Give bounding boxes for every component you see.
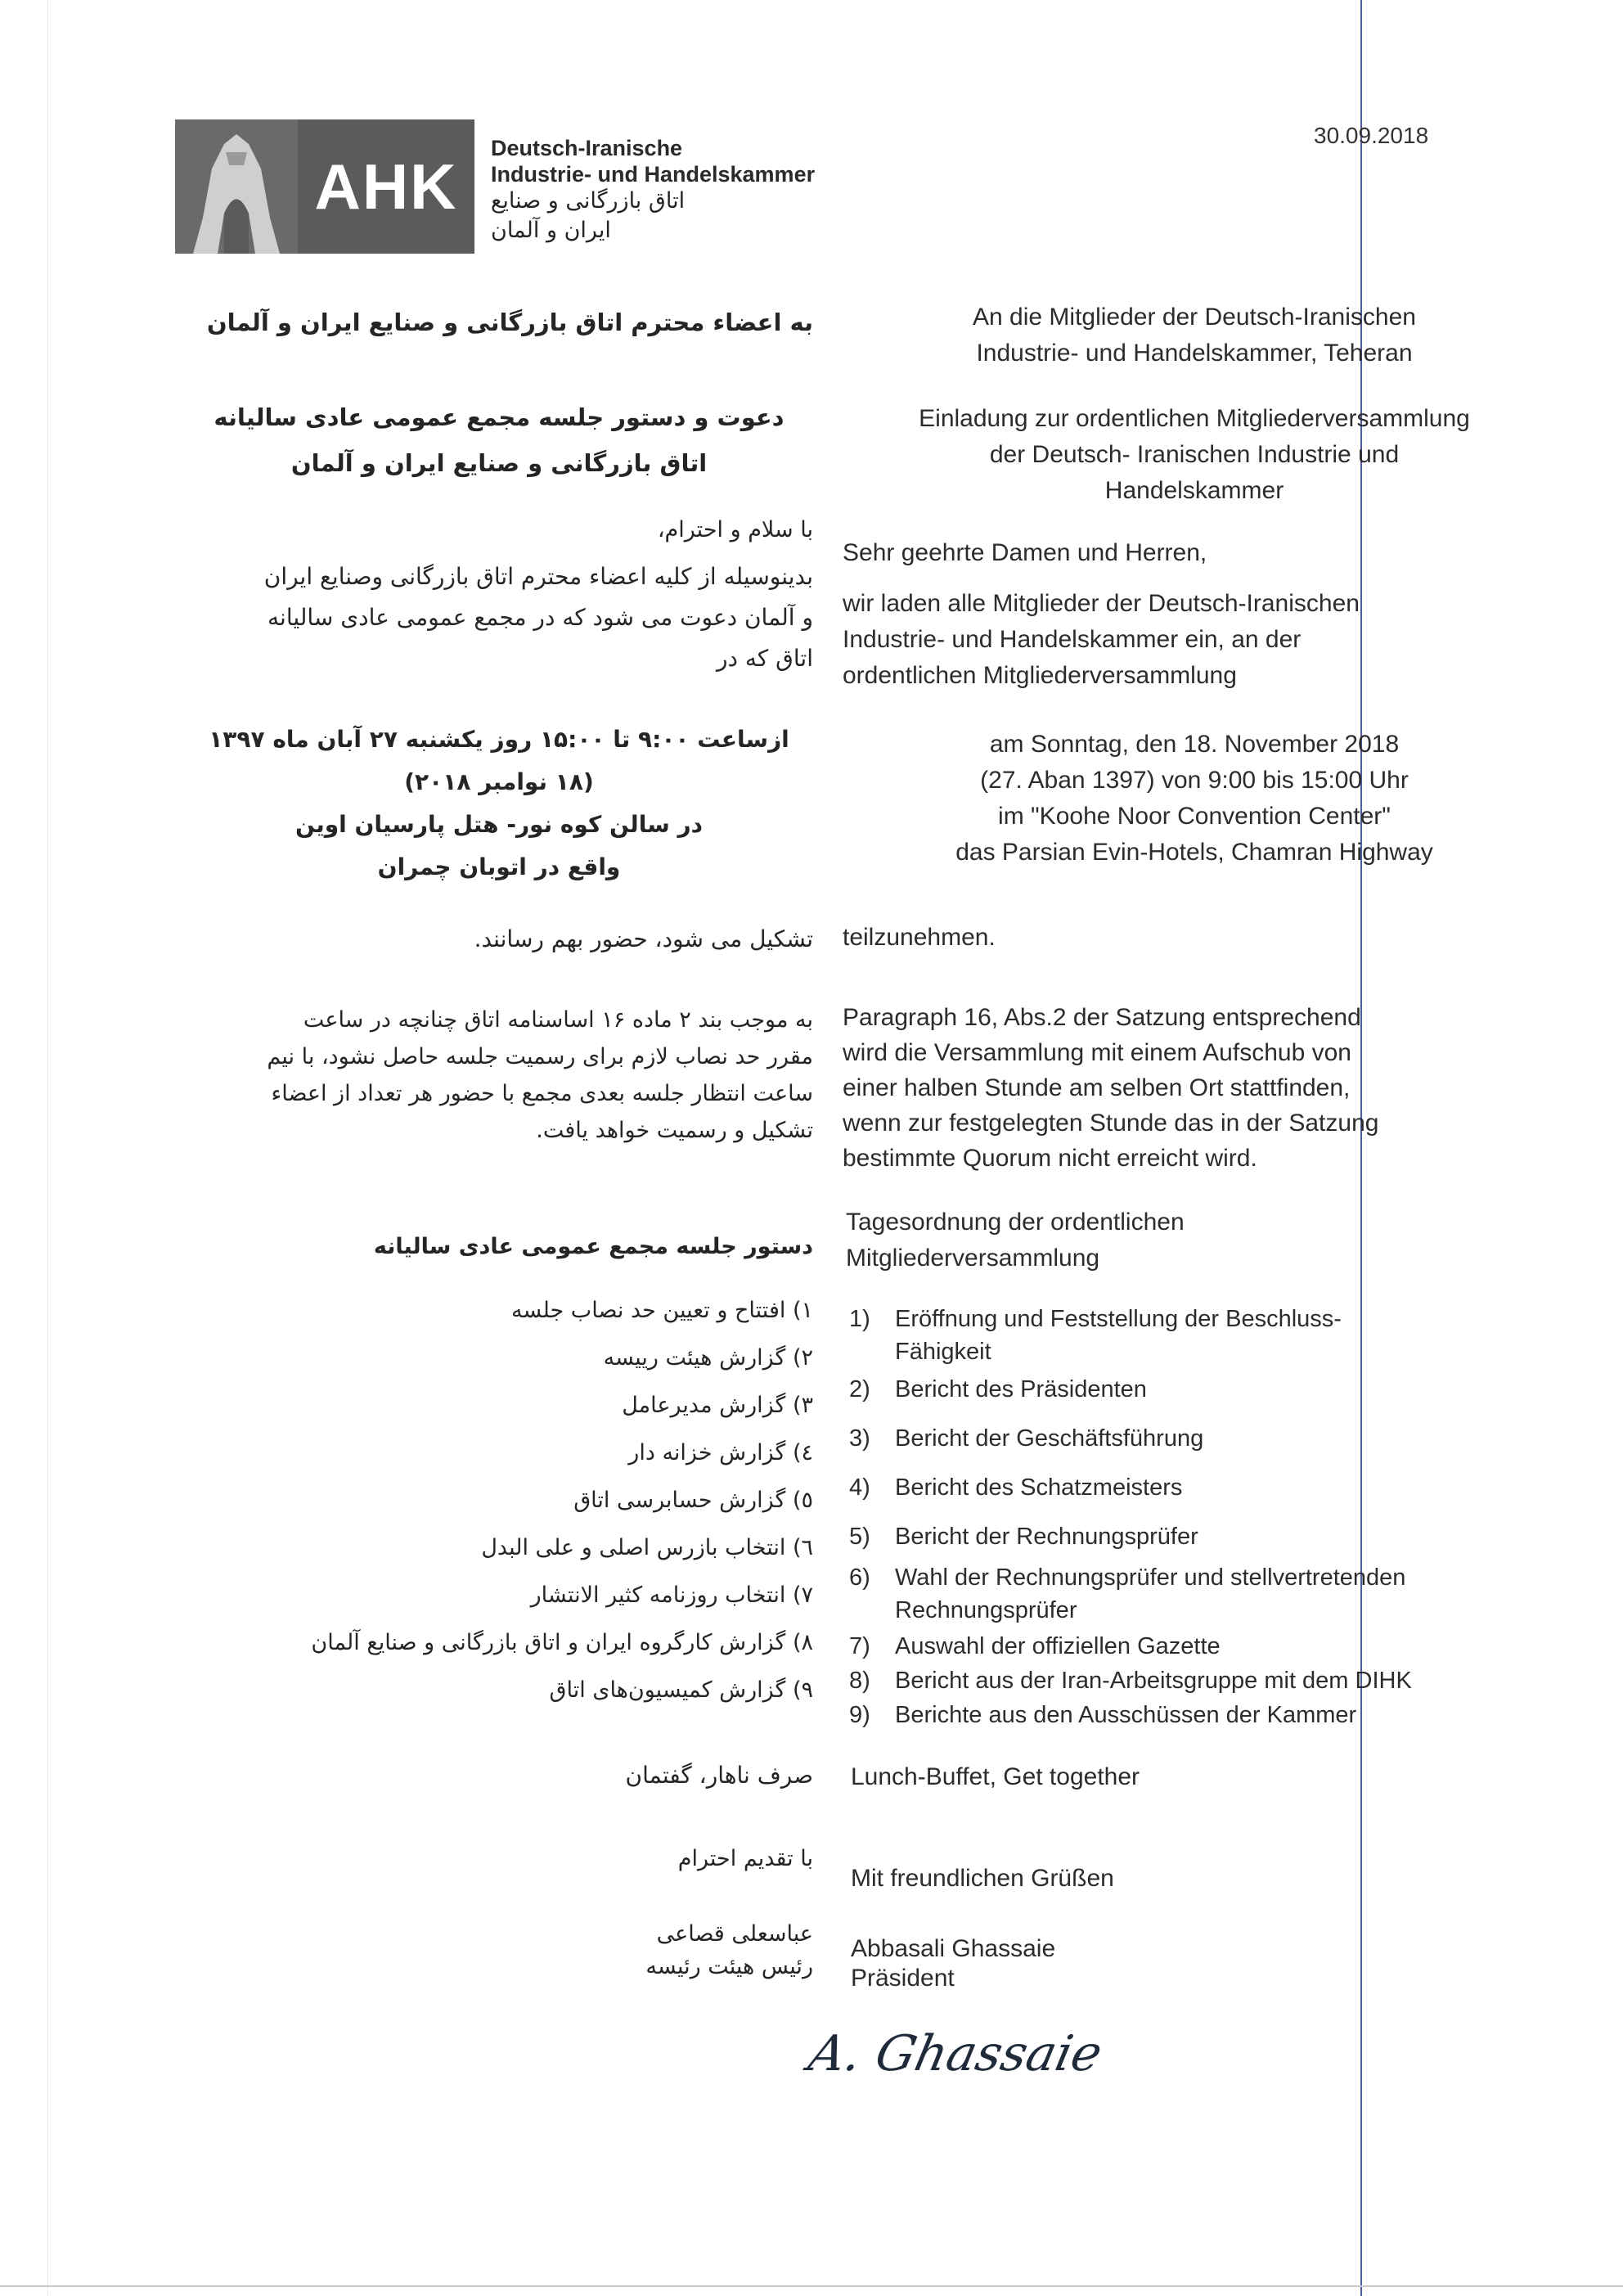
chamber-name-fa-line1: اتاق بازرگانی و صنایع <box>491 188 686 214</box>
agenda-item-text: Eröffnung und Feststellung der Beschluss- <box>895 1306 1342 1332</box>
agenda-item-fa: ۲) گزارش هیئت رییسه <box>603 1345 813 1371</box>
signatory-fa <box>191 1918 813 1983</box>
agenda-item-text: Bericht aus der Iran-Arbeitsgruppe mit dem DIHK <box>895 1668 1412 1694</box>
chamber-name-de <box>491 135 815 187</box>
meeting-de-line1: am Sonntag, den 18. November 2018 <box>989 731 1400 758</box>
greeting-fa-line2: و آلمان دعوت می شود که در مجمع عمومی عادی سالیانه <box>268 604 813 631</box>
quorum-de-line1: Paragraph 16, Abs.2 der Satzung entsprechend <box>843 1004 1361 1031</box>
quorum-fa <box>191 1002 813 1149</box>
agenda-title-de-line2: Mitgliederversammlung <box>846 1245 1100 1272</box>
agenda-title-de-line1: Tagesordnung der ordentlichen <box>846 1209 1185 1236</box>
title-de <box>834 401 1554 509</box>
greeting-de-line3: ordentlichen Mitgliederversammlung <box>843 662 1237 689</box>
meeting-de-line3: im "Koohe Noor Convention Center" <box>998 803 1391 830</box>
addressee-de-line1: An die Mitglieder der Deutsch-Iranischen <box>973 304 1416 331</box>
agenda-item-text: Bericht der Rechnungsprüfer <box>895 1524 1198 1550</box>
quorum-fa-line4: تشکیل و رسمیت خواهد یافت. <box>536 1118 813 1143</box>
addressee-fa: به اعضاء محترم اتاق بازرگانی و صنایع ایران و آلمان <box>206 308 813 336</box>
agenda-list-de <box>849 1303 1585 1745</box>
title-de-line1: Einladung zur ordentlichen Mitgliederversammlung <box>919 405 1470 432</box>
quorum-de-line5: bestimmte Quorum nicht erreicht wird. <box>843 1145 1257 1172</box>
title-fa <box>188 394 810 486</box>
signatory-role-de: Präsident <box>851 1965 955 1992</box>
agenda-item-fa: ۹) گزارش کمیسیون‌های اتاق <box>549 1677 813 1703</box>
agenda-item-fa: ٦) انتخاب بازرس اصلی و علی البدل <box>481 1535 813 1560</box>
agenda-item-number: 1) <box>849 1306 870 1332</box>
title-de-line2: der Deutsch- Iranischen Industrie und <box>989 441 1400 468</box>
quorum-fa-line2: مقرر حد نصاب لازم برای رسمیت جلسه حاصل نشود، با نیم <box>267 1044 813 1069</box>
chamber-name-fa-line2: ایران و آلمان <box>491 218 611 243</box>
greeting-fa-body <box>191 556 813 679</box>
meeting-de <box>843 727 1546 871</box>
title-fa-line2: اتاق بازرگانی و صنایع ایران و آلمان <box>290 449 708 477</box>
signatory-name-fa: عباسعلی قصاعی <box>656 1921 813 1947</box>
signatory-name-de: Abbasali Ghassaie <box>851 1935 1056 1962</box>
azadi-tower-photo-icon <box>175 119 298 254</box>
greeting-fa-salutation: با سلام و احترام، <box>657 517 813 542</box>
chamber-name-fa <box>491 187 720 245</box>
signatory-role-fa: رئیس هیئت رئیسه <box>645 1954 813 1979</box>
scan-line-bottom <box>0 2285 1623 2287</box>
meeting-fa-line1: ازساعت ۹:۰۰ تا ۱۵:۰۰ روز یکشنبه ۲۷ آبان ماه ۱۳۹۷ <box>209 726 789 753</box>
attend-fa: تشکیل می شود، حضور بهم رسانند. <box>474 925 813 952</box>
agenda-item-text-cont: Fähigkeit <box>895 1339 991 1365</box>
agenda-item-text: Bericht des Präsidenten <box>895 1376 1147 1402</box>
agenda-item-text: Bericht der Geschäftsführung <box>895 1425 1204 1452</box>
addressee-de <box>843 299 1546 371</box>
agenda-item-fa: ٤) گزارش خزانه دار <box>628 1440 813 1465</box>
meeting-de-line4: das Parsian Evin-Hotels, Chamran Highway <box>955 839 1433 866</box>
agenda-item-number: 2) <box>849 1376 870 1402</box>
greeting-de-salutation: Sehr geehrte Damen und Herren, <box>843 539 1207 566</box>
quorum-de <box>843 1000 1448 1176</box>
regards-fa: با تقدیم احترام <box>677 1846 813 1871</box>
meeting-fa-line4: واقع در اتوبان چمران <box>377 853 621 880</box>
chamber-name-de-line1: Deutsch-Iranische <box>491 136 683 160</box>
agenda-title-fa: دستور جلسه مجمع عمومی عادی سالیانه <box>373 1234 813 1259</box>
greeting-de-body <box>843 586 1448 694</box>
scan-edge-left <box>47 0 48 2296</box>
signatory-de <box>851 1934 1055 1993</box>
agenda-item-text: Bericht des Schatzmeisters <box>895 1474 1183 1501</box>
agenda-item-fa: ۱) افتتاح و تعیین حد نصاب جلسه <box>511 1298 813 1323</box>
agenda-item-number: 5) <box>849 1524 870 1550</box>
handwritten-signature: A. Ghassaie <box>803 2025 1108 2082</box>
agenda-item-fa: ٥) گزارش حسابرسی اتاق <box>573 1488 813 1513</box>
attend-de: teilzunehmen. <box>843 924 996 951</box>
meeting-fa <box>188 718 810 889</box>
agenda-item-text-cont: Rechnungsprüfer <box>895 1597 1077 1623</box>
agenda-item-number: 6) <box>849 1564 870 1591</box>
lunch-fa: صرف ناهار، گفتمان <box>625 1762 813 1789</box>
quorum-de-line3: einer halben Stunde am selben Ort stattfinden, <box>843 1074 1351 1101</box>
title-de-line3: Handelskammer <box>1104 477 1284 504</box>
agenda-item-text: Auswahl der offiziellen Gazette <box>895 1633 1221 1659</box>
lunch-de: Lunch-Buffet, Get together <box>851 1763 1140 1790</box>
agenda-item-fa: ۳) گزارش مدیرعامل <box>622 1393 813 1418</box>
quorum-de-line4: wenn zur festgelegten Stunde das in der Satzung <box>843 1110 1379 1137</box>
addressee-de-line2: Industrie- und Handelskammer, Teheran <box>976 340 1413 367</box>
chamber-name-de-line2: Industrie- und Handelskammer <box>491 162 816 187</box>
agenda-item-number: 3) <box>849 1425 870 1452</box>
agenda-item-number: 4) <box>849 1474 870 1501</box>
agenda-item-number: 9) <box>849 1702 870 1728</box>
agenda-title-de <box>846 1204 1185 1276</box>
regards-de: Mit freundlichen Grüßen <box>851 1865 1114 1892</box>
meeting-de-line2: (27. Aban 1397) von 9:00 bis 15:00 Uhr <box>980 767 1409 794</box>
agenda-item-fa: ۷) انتخاب روزنامه کثیر الانتشار <box>530 1582 813 1608</box>
quorum-de-line2: wird die Versammlung mit einem Aufschub von <box>843 1039 1351 1066</box>
meeting-fa-line2: (۱۸ نوامبر ۲۰۱۸) <box>404 768 594 795</box>
agenda-item-number: 7) <box>849 1633 870 1659</box>
greeting-fa-line1: بدینوسیله از کلیه اعضاء محترم اتاق بازرگانی وصنایع ایران <box>263 563 813 590</box>
meeting-fa-line3: در سالن کوه نور- هتل پارسیان اوین <box>295 811 703 838</box>
quorum-fa-line3: ساعت انتظار جلسه بعدی مجمع با حضور هر تعداد از اعضاء <box>271 1081 813 1106</box>
agenda-item-number: 8) <box>849 1668 870 1694</box>
title-fa-line1: دعوت و دستور جلسه مجمع عمومی عادی سالیانه <box>214 403 785 431</box>
letter-date: 30.09.2018 <box>1314 123 1429 148</box>
quorum-fa-line1: به موجب بند ۲ ماده ۱۶ اساسنامه اتاق چنانچه در ساعت <box>303 1007 813 1033</box>
greeting-fa-line3: اتاق که در <box>717 645 813 672</box>
agenda-item-fa: ۸) گزارش کارگروه ایران و اتاق بازرگانی و صنایع آلمان <box>311 1630 813 1655</box>
ahk-logo-text: AHK <box>314 151 458 223</box>
greeting-de-line1: wir laden alle Mitglieder der Deutsch-Iranischen <box>843 590 1360 617</box>
agenda-item-text: Berichte aus den Ausschüssen der Kammer <box>895 1702 1357 1728</box>
agenda-item-text: Wahl der Rechnungsprüfer und stellvertretenden <box>895 1564 1406 1591</box>
greeting-de-line2: Industrie- und Handelskammer ein, an der <box>843 626 1302 653</box>
